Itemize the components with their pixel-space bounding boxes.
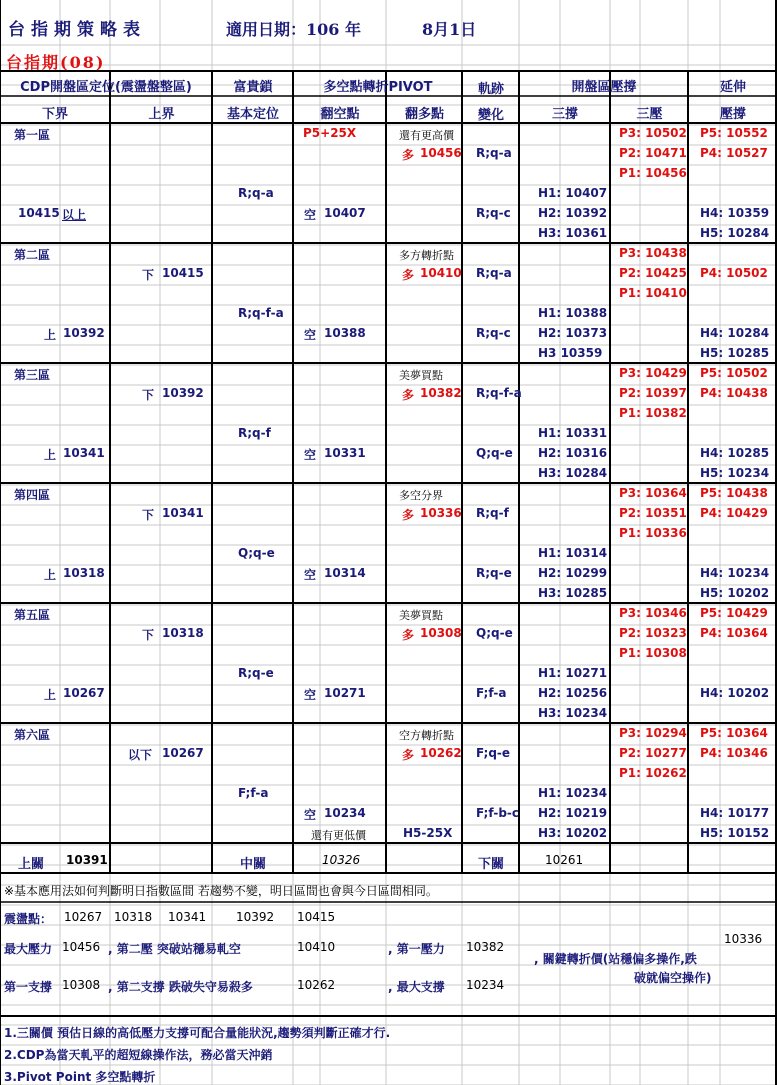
- header-pivot: 多空點轉折PIVOT: [323, 80, 433, 95]
- support-h2: H2: 10256: [538, 686, 608, 700]
- upper-tag: 下: [142, 628, 155, 642]
- zone-name: 第一區: [14, 128, 51, 142]
- pivot-note: 美夢買點: [399, 609, 443, 622]
- consolidation-value-1: 10267: [64, 910, 103, 924]
- header-extend: 延伸: [719, 80, 746, 95]
- extend-h4: H4: 10234: [700, 566, 770, 580]
- resistance-p3: P3: 10502: [619, 126, 687, 140]
- pivot-note: 多空分界: [399, 489, 443, 502]
- resistance-p1: P1: 10382: [619, 406, 687, 420]
- extend-h4: H4: 10202: [700, 686, 770, 700]
- support-h2: H2: 10392: [538, 206, 608, 220]
- flip-long-value: 10336: [420, 506, 462, 520]
- extend-h5: H5: 10285: [700, 346, 770, 360]
- extend-h4: H4: 10177: [700, 806, 770, 820]
- upper-tag: 下: [142, 388, 155, 402]
- header-lower: 下界: [41, 107, 68, 122]
- support-h2: H2: 10219: [538, 806, 608, 820]
- first-resistance-value: 10382: [466, 940, 505, 954]
- support-h2: H2: 10373: [538, 326, 608, 340]
- resistance-p3: P3: 10294: [619, 726, 687, 740]
- lower-bound: 10267: [63, 686, 105, 700]
- top-flip: P5+25X: [303, 126, 357, 140]
- gate-lower-value: 10261: [545, 853, 584, 867]
- support-h1: H1: 10314: [538, 546, 608, 560]
- support-h3: H3: 10361: [538, 226, 608, 240]
- second-support-value: 10262: [297, 978, 336, 992]
- resistance-p2: P2: 10277: [619, 746, 687, 760]
- pivot-note: 還有更高價: [399, 129, 454, 142]
- support-h3: H3 10359: [538, 346, 603, 360]
- lower-tag: 上: [44, 688, 57, 702]
- support-h1: H1: 10388: [538, 306, 608, 320]
- footnote: ※基本應用法如何判斷明日指數區間 若趨勢不變，明日區間也會與今日區間相同。: [4, 884, 438, 898]
- long-char: 多: [402, 508, 415, 522]
- second-resistance-text: , 第二壓 突破站穩易軋空: [108, 942, 241, 956]
- second-support-text: , 第二支撐 跌破失守易殺多: [108, 980, 253, 994]
- date-value: 8月1日: [422, 20, 477, 39]
- lower-bound: 10318: [63, 566, 105, 580]
- short-char: 空: [304, 568, 317, 582]
- support-h1: H1: 10271: [538, 666, 608, 680]
- resistance-p3: P3: 10364: [619, 486, 687, 500]
- trajectory-short: R;q-c: [476, 326, 511, 340]
- note-3: 3.Pivot Point 多空點轉折: [4, 1070, 156, 1084]
- max-resistance-value: 10456: [62, 940, 101, 954]
- flip-short-value: 10388: [324, 326, 366, 340]
- support-h3: H3: 10284: [538, 466, 608, 480]
- note-2: 2.CDP為當天軋平的超短線操作法，務必當天沖銷: [4, 1048, 273, 1062]
- flip-short-value: 10407: [324, 206, 366, 220]
- resistance-p1: P1: 10456: [619, 166, 687, 180]
- flip-short-value: 10271: [324, 686, 366, 700]
- upper-tag: 以下: [128, 748, 153, 762]
- zone-name: 第五區: [14, 608, 51, 622]
- zone-name: 第四區: [14, 488, 51, 502]
- trajectory-short: Q;q-e: [476, 446, 513, 460]
- header-change: 變化: [477, 108, 504, 123]
- resistance-p2: P2: 10397: [619, 386, 687, 400]
- support-h3: H3: 10202: [538, 826, 608, 840]
- zone-name: 第三區: [14, 368, 51, 382]
- gate-mid-label: 中關: [240, 857, 267, 872]
- consolidation-value-2: 10318: [114, 910, 153, 924]
- upper-tag: 下: [142, 508, 155, 522]
- flip-short-value: 10331: [324, 446, 366, 460]
- consolidation-value-4: 10392: [236, 910, 275, 924]
- lower-tag: 以上: [62, 208, 87, 222]
- page-title: 台指期策略表: [8, 20, 146, 40]
- lower-tag: 上: [44, 568, 57, 582]
- extend-h5: H5: 10202: [700, 586, 770, 600]
- extend-h5: H5: 10152: [700, 826, 770, 840]
- trajectory-short: F;f-b-c: [476, 806, 520, 820]
- max-support-label: , 最大支撐: [388, 980, 445, 994]
- subtitle: 台指期(08): [6, 53, 106, 72]
- first-support-value: 10308: [62, 978, 101, 992]
- trajectory-short: R;q-c: [476, 206, 511, 220]
- date-label: 適用日期：106 年: [226, 20, 361, 39]
- resistance-p1: P1: 10336: [619, 526, 687, 540]
- pivot-text-1: , 關鍵轉折價(站穩偏多操作,跌: [534, 952, 697, 966]
- trajectory-long: R;q-a: [476, 146, 512, 160]
- base-position: R;q-e: [238, 666, 274, 680]
- zone-name: 第二區: [14, 248, 51, 262]
- consolidation-label: 震盪點：: [4, 912, 53, 926]
- resistance-p1: P1: 10410: [619, 286, 687, 300]
- long-char: 多: [402, 628, 415, 642]
- trajectory-long: Q;q-e: [476, 626, 513, 640]
- header-upper: 上界: [148, 107, 175, 122]
- pivot-note: 美夢買點: [399, 369, 443, 382]
- flip-short-value: 10314: [324, 566, 366, 580]
- header-resist3: 三壓: [636, 107, 663, 122]
- flip-long-value: 10456: [420, 146, 462, 160]
- resistance-p2: P2: 10425: [619, 266, 687, 280]
- consolidation-value-3: 10341: [168, 910, 207, 924]
- pivot-text-2: 破就偏空操作): [634, 971, 712, 985]
- trajectory-long: R;q-f: [476, 506, 509, 520]
- extend-h5: H5: 10284: [700, 226, 770, 240]
- header-res-sup: 壓撐: [719, 107, 746, 122]
- long-char: 多: [402, 148, 415, 162]
- resistance-p3: P3: 10438: [619, 246, 687, 260]
- long-char: 多: [402, 748, 415, 762]
- trajectory-long: R;q-a: [476, 266, 512, 280]
- support-h1: H1: 10407: [538, 186, 608, 200]
- trajectory-short: F;f-a: [476, 686, 507, 700]
- header-flip-long: 翻多點: [404, 107, 444, 122]
- resistance-p2: P2: 10471: [619, 146, 687, 160]
- extend-p4: P4: 10502: [700, 266, 768, 280]
- header-open-range: 開盤區壓撐: [571, 80, 637, 95]
- gate-upper-value: 10391: [66, 853, 108, 867]
- support-h3: H3: 10234: [538, 706, 608, 720]
- support-h3: H3: 10285: [538, 586, 608, 600]
- base-position: F;f-a: [238, 786, 269, 800]
- trajectory-long: R;q-f-a: [476, 386, 522, 400]
- long-char: 多: [402, 388, 415, 402]
- upper-bound: 10267: [162, 746, 204, 760]
- resistance-p2: P2: 10351: [619, 506, 687, 520]
- pivot-note: 空方轉折點: [399, 729, 454, 742]
- upper-bound: 10392: [162, 386, 204, 400]
- base-position: R;q-f-a: [238, 306, 284, 320]
- trajectory-short: R;q-e: [476, 566, 512, 580]
- lower-tag: 上: [44, 448, 57, 462]
- note-1: 1.三關價 預估日線的高低壓力支撐可配合量能狀況,趨勢須判斷正確才行.: [4, 1026, 391, 1040]
- extend-p5: P5: 10364: [700, 726, 768, 740]
- extend-p4: P4: 10527: [700, 146, 768, 160]
- max-support-value: 10234: [466, 978, 505, 992]
- support-h2: H2: 10316: [538, 446, 608, 460]
- pivot-note: 多方轉折點: [399, 249, 454, 262]
- bottom-flip: H5-25X: [403, 826, 453, 840]
- extend-h4: H4: 10359: [700, 206, 770, 220]
- header-lock: 富貴鎖: [233, 80, 273, 95]
- short-char: 空: [304, 328, 317, 342]
- header-flip-short: 翻空點: [320, 107, 360, 122]
- extend-h4: H4: 10285: [700, 446, 770, 460]
- first-support-label: 第一支撐: [4, 980, 53, 994]
- extend-p5: P5: 10552: [700, 126, 768, 140]
- resistance-p3: P3: 10346: [619, 606, 687, 620]
- short-char: 空: [304, 448, 317, 462]
- long-char: 多: [402, 268, 415, 282]
- second-resistance-value: 10410: [297, 940, 336, 954]
- extend-p4: P4: 10438: [700, 386, 768, 400]
- support-h2: H2: 10299: [538, 566, 608, 580]
- header-base: 基本定位: [226, 107, 279, 122]
- extend-p4: P4: 10364: [700, 626, 768, 640]
- extend-h4: H4: 10284: [700, 326, 770, 340]
- lower-tag: 上: [44, 328, 57, 342]
- base-position: R;q-a: [238, 186, 274, 200]
- base-position: R;q-f: [238, 426, 271, 440]
- extend-p4: P4: 10346: [700, 746, 768, 760]
- resistance-p3: P3: 10429: [619, 366, 687, 380]
- bottom-note: 還有更低價: [311, 829, 366, 842]
- lower-bound: 10392: [63, 326, 105, 340]
- extend-h5: H5: 10234: [700, 466, 770, 480]
- flip-long-value: 10262: [420, 746, 462, 760]
- resistance-p2: P2: 10323: [619, 626, 687, 640]
- short-char: 空: [304, 688, 317, 702]
- flip-long-value: 10308: [420, 626, 462, 640]
- extend-p4: P4: 10429: [700, 506, 768, 520]
- lower-bound: 10341: [63, 446, 105, 460]
- max-resistance-label: 最大壓力: [4, 942, 53, 956]
- header-cdp: CDP開盤區定位(震盪盤整區): [20, 80, 192, 95]
- gate-lower-label: 下關: [478, 857, 505, 872]
- pivot-value: 10336: [724, 932, 763, 946]
- upper-bound: 10318: [162, 626, 204, 640]
- upper-tag: 下: [142, 268, 155, 282]
- upper-bound: 10415: [162, 266, 204, 280]
- extend-p5: P5: 10429: [700, 606, 768, 620]
- support-h1: H1: 10331: [538, 426, 608, 440]
- lower-bound: 10415: [18, 206, 60, 220]
- base-position: Q;q-e: [238, 546, 275, 560]
- trajectory-long: F;q-e: [476, 746, 511, 760]
- resistance-p1: P1: 10262: [619, 766, 687, 780]
- support-h1: H1: 10234: [538, 786, 608, 800]
- flip-short-value: 10234: [324, 806, 366, 820]
- first-resistance-label: , 第一壓力: [388, 942, 445, 956]
- consolidation-value-5: 10415: [297, 910, 336, 924]
- upper-bound: 10341: [162, 506, 204, 520]
- flip-long-value: 10410: [420, 266, 462, 280]
- short-char: 空: [304, 208, 317, 222]
- zone-name: 第六區: [14, 728, 51, 742]
- gate-mid-value: 10326: [322, 853, 361, 867]
- short-char: 空: [304, 808, 317, 822]
- header-track: 軌跡: [477, 82, 504, 97]
- header-support3: 三撐: [551, 107, 578, 122]
- resistance-p1: P1: 10308: [619, 646, 687, 660]
- flip-long-value: 10382: [420, 386, 462, 400]
- extend-p5: P5: 10502: [700, 366, 768, 380]
- extend-p5: P5: 10438: [700, 486, 768, 500]
- gate-upper-label: 上關: [18, 857, 45, 872]
